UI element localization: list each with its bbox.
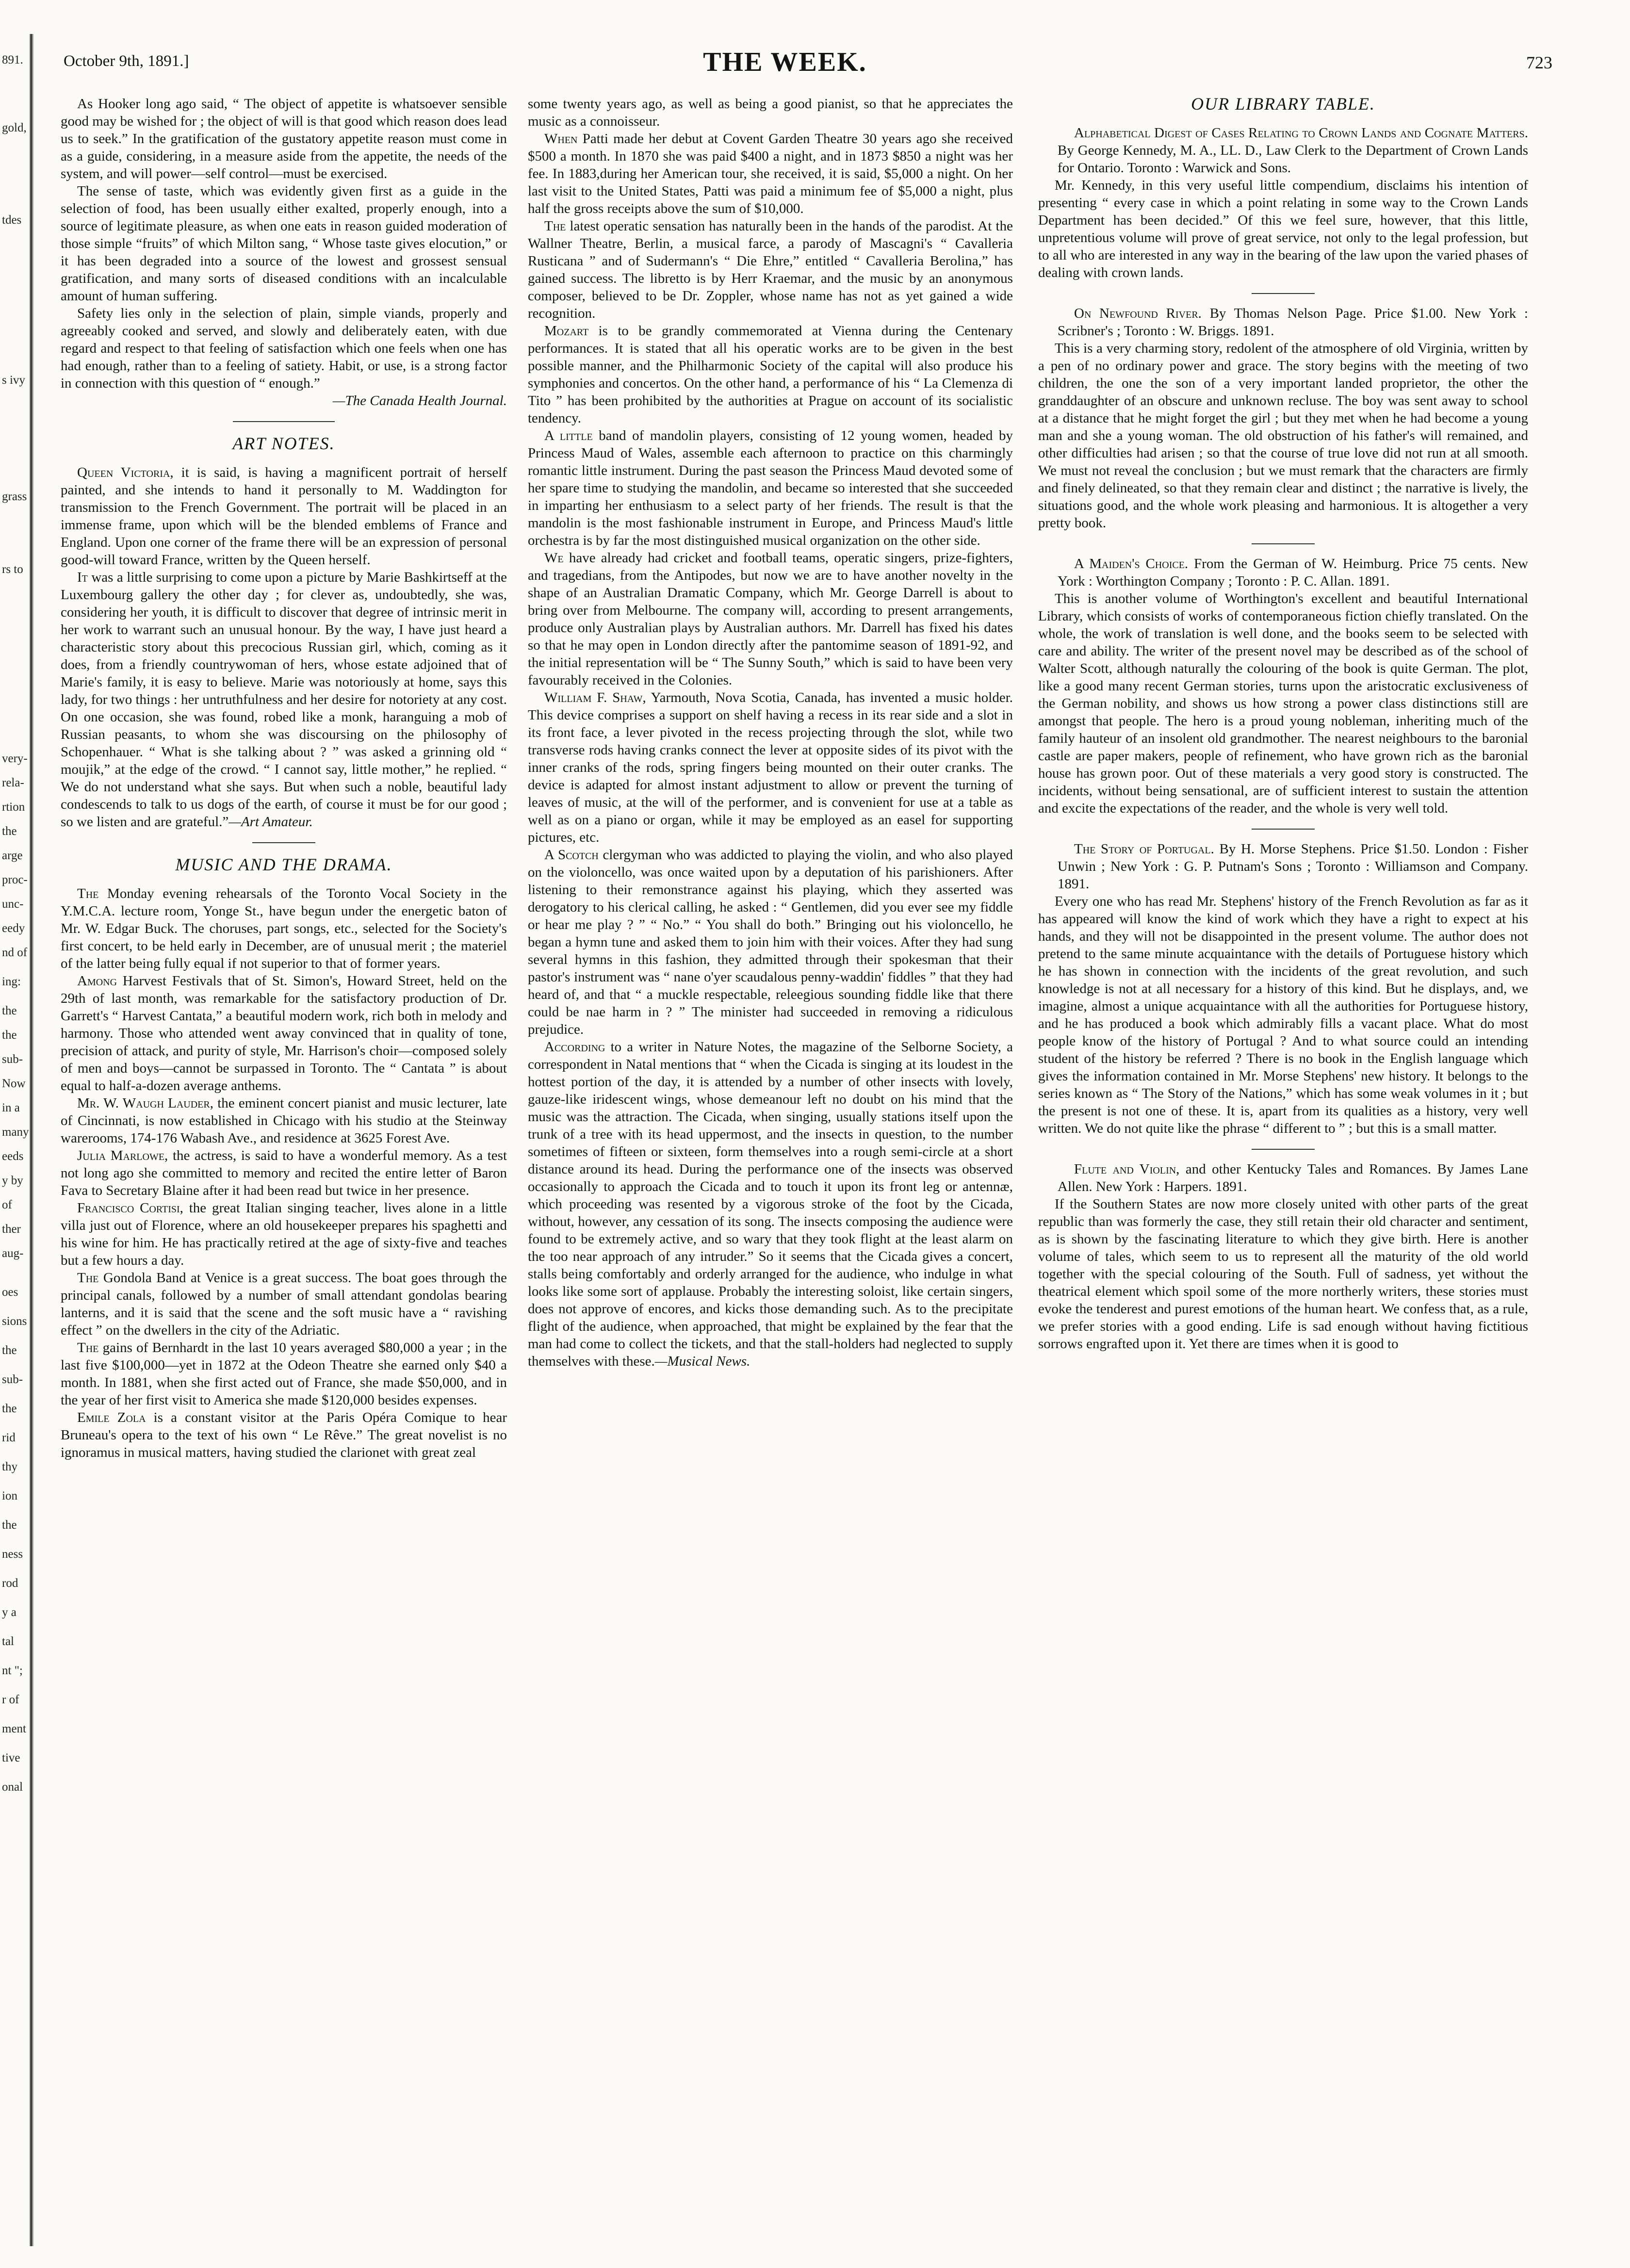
margin-fragment: grass xyxy=(2,490,27,503)
paragraph: Queen Victoria, it is said, is having a magnificent portrait of herself painted, and she intends to hand it personally to M. Waddington for transmission to the French Government. The portrait will be placed in an immense frame, upon which will be the blended emblems of France and England. Upon one corner of the frame there will be an expression of personal good-will toward France, written by the Queen herself. xyxy=(61,465,507,568)
margin-fragment: rid xyxy=(2,1431,16,1444)
margin-fragment: ness xyxy=(2,1548,23,1561)
margin-fragment: ther xyxy=(2,1223,21,1236)
entry-rule xyxy=(1252,829,1315,830)
margin-fragment: the xyxy=(2,1028,17,1042)
margin-fragment: sub- xyxy=(2,1053,23,1066)
margin-fragment: rs to xyxy=(2,563,23,576)
book-entry-heading: Flute and Violin, and other Kentucky Tales and Romances. By James Lane Allen. New York : Harpers. 1891. xyxy=(1058,1161,1528,1194)
margin-fragment: nt "; xyxy=(2,1664,23,1677)
margin-fragment: of xyxy=(2,1198,12,1211)
paragraph: The sense of taste, which was evidently given first as a guide in the selection of food, has been usually either exalted, properly enough, into a source of legitimate pleasure, as when one eats in reason guided moderation of those simple “fruits” of which Milton sang, “ Whose taste gives elocution,” or it has been degraded into a source of the lowest and grossest sensual gratification, and many sorts of diseased conditions with an incalculable amount of human suffering. xyxy=(61,183,507,304)
margin-fragment: unc- xyxy=(2,897,24,911)
margin-fragment: 891. xyxy=(2,53,23,66)
issue-date: October 9th, 1891.] xyxy=(64,52,189,70)
page-number: 723 xyxy=(1526,53,1552,72)
margin-fragment: ing: xyxy=(2,975,21,988)
review-paragraph: This is a very charming story, redolent of the atmosphere of old Virginia, written by a pen of no ordinary power and grace. The story begins with the meeting of two children, the one the son of a very important landed proprietor, the other the granddaughter of an obscure and unknown recluse. The boy was sent away to school at a distance that he might forget the girl ; but they met when he had become a young man and she a young woman. The old obstruction of his father's will remained, and other difficulties had arisen ; so that the course of true love did not run at all smooth. We must not reveal the conclusion ; but we must remark that the characters are firmly and finely delineated, so that they remain clear and distinct ; the narrative is lively, the situations good, and the whole work pleasing and harmonious. It is altogether a very pretty book. xyxy=(1038,341,1528,531)
paragraph: We have already had cricket and football teams, operatic singers, prize-fighters, and tragedians, from the Antipodes, but now we are to have another novelty in the shape of an Australian Dramatic Company, which Mr. George Darrell is about to bring over from Melbourne. The company will, according to present arrangements, produce only Australian plays by Australian authors. Mr. Darrell has fixed his dates so that he may open in London directly after the pantomime season of 1891-92, and the initial representation will be “ The Sunny South,” which is said to have been very favourably received in the Colonies. xyxy=(528,550,1013,688)
margin-fragment: aug- xyxy=(2,1247,24,1260)
margin-fragment: oes xyxy=(2,1286,18,1299)
margin-fragment: arge xyxy=(2,849,23,862)
paragraph: some twenty years ago, as well as being a good pianist, so that he appreciates the music as a connoisseur. xyxy=(528,96,1013,129)
review-paragraph: If the Southern States are now more closely united with other parts of the great republic than was formerly the case, they still retain their old character and sentiment, as is shown by the fascinating literature to which they give birth. Here is another volume of tales, which seem to us to represent all the maturity of the old world together with the special colouring of the South. Full of sadness, yet without the theatrical element which spoil some of the more northerly writers, these stories must evoke the tenderest and purest emotions of the human heart. We confess that, as a rule, we prefer stories with a good ending. Life is sad enough without having fictitious sorrows engrafted upon it. Yet there are times when it is good to xyxy=(1038,1196,1528,1352)
margin-fragment: the xyxy=(2,1344,17,1357)
paragraph: Julia Marlowe, the actress, is said to have a wonderful memory. As a test not long ago she committed to memory and recited the entire letter of Baron Fava to Secretary Blaine after it had been read but twice in her presence. xyxy=(61,1148,507,1198)
margin-fragment: eedy xyxy=(2,922,25,935)
margin-fragment: the xyxy=(2,1004,17,1017)
art-notes-heading: ART NOTES. xyxy=(232,434,335,453)
library-table-heading: OUR LIBRARY TABLE. xyxy=(1191,95,1375,114)
margin-fragment: r of xyxy=(2,1693,19,1706)
margin-fragment: sions xyxy=(2,1315,27,1328)
paragraph: Mr. W. Waugh Lauder, the eminent concert pianist and music lecturer, late of Cincinnati, is now established in Chicago with his studio at the Steinway warerooms, 174-176 Wabash Ave., and residence at 3625 Forest Ave. xyxy=(61,1095,507,1146)
margin-fragment: the xyxy=(2,1518,17,1532)
paragraph: William F. Shaw, Yarmouth, Nova Scotia, Canada, has invented a music holder. This device comprises a support on shelf having a recess in its rear side and a slot in its front face, a lever pivoted in the recess projecting through the slot, while two transverse rods having cranks connect the lever at opposite sides of its pivot with the inner cranks of the rods, spring fingers being mounted on their outer cranks. The device is adapted for almost instant adjustment to allow or prevent the turning of leaves of music, at the will of the performer, and is convenient for use at a table as well as on a piano or organ, while it may be employed as an easel for supporting pictures, etc. xyxy=(528,690,1013,845)
margin-fragment: proc- xyxy=(2,873,28,886)
paragraph: Safety lies only in the selection of plain, simple viands, properly and agreeably cooked and served, and slowly and deliberately eaten, with due regard and respect to that feeling of satisfaction which one feels when one has had enough, rather than to a feeling of satiety. Habit, or use, is a strong factor in connection with this question of “ enough.” xyxy=(61,306,507,391)
entry-rule xyxy=(1252,1149,1315,1150)
paragraph: Mozart is to be grandly commemorated at Vienna during the Centenary performances. It is stated that all his operatic works are to be given in the best possible manner, and the Philharmonic Society of the capital will also produce his symphonies and concertos. On the other hand, a performance of his “ La Clemenza di Tito ” has been prohibited by the authorities at Prague on account of its socialistic tendency. xyxy=(528,323,1013,426)
margin-fragment: in a xyxy=(2,1101,20,1114)
paragraph: When Patti made her debut at Covent Garden Theatre 30 years ago she received $500 a month. In 1870 she was paid $400 a night, and in 1873 $850 a night was her fee. In 1883,during her American tour, she received, it is said, $5,000 a night. On her last visit to the United States, Patti was paid a minimum fee of $5,000 a night, plus half the gross receipts above the sum of $10,000. xyxy=(528,131,1013,216)
masthead xyxy=(47,47,1552,87)
entry-rule xyxy=(1252,293,1315,294)
column-2 xyxy=(528,95,1013,2244)
journal-title: THE WEEK. xyxy=(703,47,867,77)
section-rule xyxy=(252,842,315,843)
margin-fragment: y by xyxy=(2,1174,23,1187)
margin-fragment: sub- xyxy=(2,1373,23,1386)
margin-fragment: onal xyxy=(2,1780,23,1794)
margin-fragment: many xyxy=(2,1126,29,1139)
paragraph: Francisco Cortisi, the great Italian singing teacher, lives alone in a little villa just out of Florence, where an old housekeeper prepares his spaghetti and his wine for him. He has practically retired at the age of sixty-five and teaches but a few hours a day. xyxy=(61,1200,507,1268)
margin-fragment: gold, xyxy=(2,121,27,134)
music-drama-heading: MUSIC AND THE DRAMA. xyxy=(175,855,392,874)
margin-fragment: rela- xyxy=(2,776,24,789)
review-paragraph: Every one who has read Mr. Stephens' history of the French Revolution as far as it has appeared will know the kind of work which they have a right to expect at his hands, and they will not be disappointed in the present volume. The author does not pretend to the same minute acquaintance with the details of Portuguese history which he has shown in connection with the incidents of the great revolution, and such knowledge is not at all necessary for a history of this kind. But he displays, and, we imagine, almost a unique acquaintance with all the authorities for Portuguese history, and he has produced a book which admirably fills a vacant place. What do most people know of the history of Portugal ? And to what source could an intending student of the history be referred ? There is no book in the English language which gives the information contained in Mr. Morse Stephens' new history. It belongs to the series known as “ The Story of the Nations,” which has some weak volumes in it ; but the present is not one of these. It is, apart from its qualities as a history, very well written. We do not quite like the phrase “ different to ” ; but this is a small matter. xyxy=(1038,894,1528,1136)
section-rule xyxy=(233,421,335,422)
margin-fragment: eeds xyxy=(2,1150,24,1163)
paragraph: Among Harvest Festivals that of St. Simon's, Howard Street, held on the 29th of last month, was remarkable for the satisfactory production of Dr. Garrett's “ Harvest Cantata,” a beautiful modern work, rich both in melody and harmony. Those who attended went away convinced that in quality of tone, precision of attack, and purity of style, Mr. Harrison's choir—composed solely of men and boys—cannot be surpassed in Toronto. The “ Cantata ” is about equal to half-a-dozen average anthems. xyxy=(61,973,507,1093)
paragraph: The Monday evening rehearsals of the Toronto Vocal Society in the Y.M.C.A. lecture room, Yonge St., have begun under the energetic baton of Mr. W. Edgar Buck. The choruses, part songs, etc., selected for the Society's first concert, to be held early in December, are of unusual merit ; the materiel of the latter being fully equal if not superior to that of former years. xyxy=(61,886,507,971)
book-entry-heading: The Story of Portugal. By H. Morse Stephens. Price $1.50. London : Fisher Unwin ; New York : G. P. Putnam's Sons ; Toronto : Williamson and Company. 1891. xyxy=(1058,841,1528,892)
paragraph: The gains of Bernhardt in the last 10 years averaged $80,000 a year ; in the last five $100,000—yet in 1872 at the Odeon Theatre she earned only $40 a month. In 1881, when she first acted out of France, she made $50,000, and in the year of her first visit to America she made $120,000 besides expenses. xyxy=(61,1340,507,1408)
paragraph: A Scotch clergyman who was addicted to playing the violin, and who also played on the violoncello, was once waited upon by a deputation of his parishioners. After listening to their remonstrance against his playing, which they asserted was derogatory to his clerical calling, he asked : “ Gentlemen, did you ever see my fiddle or hear me play ? ” “ No.” “ You shall do both.” Bringing out his violoncello, he began a hymn tune and asked them to join him with their voices. After they had sung several hymns in this fashion, they admitted through their spokesman that their pastor's instrument was “ nane o'yer scaudalous penny-waddin' fiddles ” that they had heard of, and that “ a muckle respectable, releegious sounding fiddle like that there could be nae harm in ? ” The minister had succeeded in removing a ridiculous prejudice. xyxy=(528,847,1013,1037)
margin-fragment: tdes xyxy=(2,213,22,227)
prev-page-margin xyxy=(0,0,47,2268)
paragraph: Emile Zola is a constant visitor at the Paris Opéra Comique to hear Bruneau's opera to the text of his own “ Le Rêve.” The great novelist is no ignoramus in musical matters, having studied the clarionet with great zeal xyxy=(61,1410,507,1460)
source-credit: —The Canada Health Journal. xyxy=(332,393,507,408)
margin-fragment: s ivy xyxy=(2,374,25,387)
margin-fragment: rod xyxy=(2,1577,18,1590)
paragraph: It was a little surprising to come upon a picture by Marie Bashkirtseff at the Luxembourg gallery the other day ; for clever as, undoubtedly, she was, considering her youth, it is difficult to discover that degree of intrinsic merit in her work to warrant such an unusual honour. By the way, I have just heard a characteristic story about this precocious Russian girl, which, coming as it does, from a friendly countrywoman of hers, whose estate adjoined that of Marie's family, it is easy to believe. Marie was notoriously at home, says this lady, for two things : her untruthfulness and her desire for notoriety at any cost. On one occasion, she was found, robed like a monk, haranguing a mob of Russian peasants, to whom she was discoursing on the philosophy of Schopenhauer. “ What is she talking about ? ” was asked a grinning old “ moujik,” at the edge of the crowd. “ I cannot say, little mother,” he replied. “ We do not understand what she says. But when such a noble, beautiful lady condescends to talk to us dogs of the earth, of course it must be for our good ; so we listen and are grateful.”—Art Amateur. xyxy=(61,570,507,830)
paragraph: A little band of mandolin players, consisting of 12 young women, headed by Princess Maud of Wales, assemble each afternoon to practice on this charmingly romantic little instrument. During the past season the Princess Maud devoted some of her spare time to studying the mandolin, and became so interested that she succeeded in imparting her enthusiasm to a select party of her friends. The result is that the mandolin is the most fashionable instrument in Europe, and Princess Maud's little orchestra is by far the most distinguished musical organization on the other side. xyxy=(528,428,1013,548)
margin-fragment: Now xyxy=(2,1077,26,1090)
paragraph: The latest operatic sensation has naturally been in the hands of the parodist. At the Wallner Theatre, Berlin, a musical farce, a parody of Mascagni's “ Cavalleria Rusticana ” and of Sudermann's “ Die Ehre,” entitled “ Cavalleria Berolina,” has gained success. The libretto is by Herr Kraemar, and the music by an anonymous composer, believed to be Dr. Zoppler, whose name has not as yet gained a wide recognition. xyxy=(528,218,1013,321)
review-paragraph: This is another volume of Worthington's excellent and beautiful International Library, which consists of works of contemporaneous fiction chiefly translated. On the whole, the work of translation is well done, and the books seem to be selected with care and ability. The writer of the present novel may be described as of the school of Walter Scott, although naturally the colouring of the book is quite German. The plot, like a good many recent German stories, turns upon the aristocratic exclusiveness of the German nobility, and shows us how strong a power class distinctions still are amongst that people. The hero is a proud young nobleman, inheriting much of the family hauteur of an insolent old grandmother. The nearest neighbours to the baronial castle are paper makers, people of refinement, who have grown rich as the baronial house has grown poor. Out of these materials a very good story is constructed. The incidents, without being sensational, are of sufficient interest to sustain the attention and excite the expectations of the reader, and the whole is very well told. xyxy=(1038,591,1528,816)
paragraph: According to a writer in Nature Notes, the magazine of the Selborne Society, a correspondent in Natal mentions that “ when the Cicada is singing at its loudest in the hottest portion of the day, it is attended by a number of other insects with lovely, gauze-like iridescent wings, whose demeanour left no doubt on his mind that the music was the attraction. The Cicada, when singing, usually stations itself upon the trunk of a tree with its head uppermost, and the insects in question, to the number sometimes of fifteen or sixteen, form themselves into a rough semi-circle at a short distance around its head. During the performance one of the insects was observed occasionally to approach the Cicada and to touch it upon its front leg or antennæ, which proceeding was resented by a vigorous stroke of the foot by the Cicada, without, however, any cessation of its song. The insects composing the audience were found to be extremely active, and so wary that they took flight at the least alarm on the too near approach of any intruder.” So it seems that the Cicada gives a concert, stalls being comfortably and orderly arranged for the audience, who indulge in what looks like some sort of applause. Probably the interesting soloist, like certain singers, does not approve of encores, and kicks those demanding such. As to the precipitate flight of the audience, when approached, that might be explained by the fear that the man had come to collect the tickets, and that the stall-holders had neglected to supply themselves with these.—Musical News. xyxy=(528,1039,1013,1369)
margin-fragment: nd of xyxy=(2,946,28,959)
column-1 xyxy=(61,95,507,2244)
margin-fragment: the xyxy=(2,1402,17,1415)
book-entry-heading: Alphabetical Digest of Cases Relating to Crown Lands and Cognate Matters. By George Kennedy, M. A., LL. D., Law Clerk to the Department of Crown Lands for Ontario. Toronto : Warwick and Sons. xyxy=(1058,125,1528,176)
margin-fragment: y a xyxy=(2,1606,16,1619)
margin-fragment: thy xyxy=(2,1460,17,1473)
paragraph: The Gondola Band at Venice is a great success. The boat goes through the principal canals, followed by a number of small attendant gondolas bearing lanterns, and it is said that the scene and the soft music have a “ ravishing effect ” on the dwellers in the city of the Adriatic. xyxy=(61,1270,507,1338)
column-3 xyxy=(1038,95,1528,2244)
margin-fragment: tive xyxy=(2,1751,20,1764)
book-entry-heading: On Newfound River. By Thomas Nelson Page. Price $1.00. New York : Scribner's ; Toronto : W. Briggs. 1891. xyxy=(1058,306,1528,339)
entry-rule xyxy=(1252,543,1315,544)
review-paragraph: Mr. Kennedy, in this very useful little compendium, disclaims his intention of presenting “ every case in which a point relating in some way to the Crown Lands Department has been decided.” Of this we feel sure, however, that this little, unpretentious volume will prove of great service, not only to the legal profession, but to all who are interested in any way in the bearing of the law upon the varied phases of dealing with crown lands. xyxy=(1038,178,1528,280)
margin-fragment: ion xyxy=(2,1489,17,1502)
margin-fragment: very- xyxy=(2,752,28,765)
margin-fragment: rtion xyxy=(2,800,25,814)
margin-fragment: tal xyxy=(2,1635,14,1648)
paragraph: As Hooker long ago said, “ The object of appetite is whatsoever sensible good may be wished for ; the object of will is that good which reason does lead us to seek.” In the gratification of the gustatory appetite reason must come in as a guide, considering, in a measure aside from the appetite, the needs of the system, and will power—self control—must be exercised. xyxy=(61,96,507,181)
margin-fragment: ment xyxy=(2,1722,26,1735)
margin-fragment: the xyxy=(2,825,17,838)
book-entry-heading: A Maiden's Choice. From the German of W. Heimburg. Price 75 cents. New York : Worthington Company ; Toronto : P. C. Allan. 1891. xyxy=(1058,556,1528,589)
page-fold-rule xyxy=(29,34,34,2246)
